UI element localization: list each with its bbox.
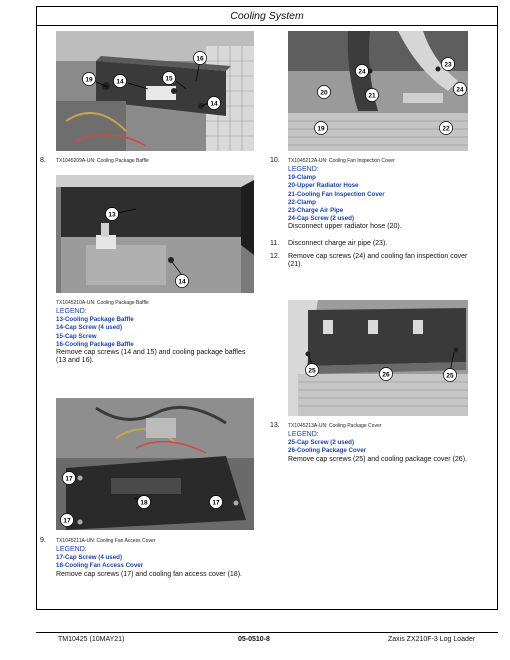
callout-15: 15: [165, 75, 173, 83]
step-10-legend: [288, 166, 488, 232]
callout-19: 19: [85, 76, 93, 84]
legend-item-25: 25-Cap Screw (2 used): [288, 439, 355, 447]
legend-item-18: 18-Cooling Fan Access Cover: [56, 562, 144, 570]
footer-doc-id: TM10425 (10MAY21): [58, 636, 125, 643]
legend-item-22: 22-Clamp: [288, 198, 316, 206]
legend-title: LEGEND:: [288, 166, 319, 173]
photo-3-illustration: [56, 398, 254, 530]
step-12-text-line1: Remove cap screws (24) and cooling fan inspection cover: [288, 253, 468, 260]
legend-item-14: 14-Cap Screw (4 used): [56, 324, 123, 332]
page-title: Cooling System: [230, 10, 304, 22]
legend-item-19: 19-Clamp: [288, 174, 316, 182]
step-13-legend: [288, 431, 493, 464]
photo-cooling-package-baffle-2: [56, 175, 254, 293]
footer-divider: [36, 632, 498, 633]
callout-14b: 14: [210, 100, 218, 108]
legend-title: LEGEND:: [56, 546, 87, 553]
step-10-instruction: Disconnect upper radiator hose (20).: [288, 223, 402, 231]
legend-title: LEGEND:: [56, 308, 87, 315]
callout-17b: 17: [212, 499, 220, 507]
baffle-instruction: Remove cap screws (14 and 15) and cooling package baffles (13 and 16).: [56, 349, 246, 365]
step-11-text: Disconnect charge air pipe (23).: [288, 240, 388, 247]
legend-item-13: 13-Cooling Package Baffle: [56, 316, 134, 324]
legend-item-24: 24-Cap Screw (2 used): [288, 215, 355, 223]
callout-23: 23: [444, 61, 452, 69]
step-13-number: 13.: [270, 422, 280, 429]
baffle-caption: TX1045210A-UN: Cooling Package Baffle: [56, 300, 149, 306]
step-12-text-line2: (21).: [288, 261, 303, 268]
callout-17c: 17: [63, 517, 71, 525]
step-9-number: 9.: [40, 537, 46, 544]
step-9-legend: [56, 546, 256, 579]
callout-26: 26: [382, 371, 390, 379]
footer-model: Zaxis ZX210F-3 Log Loader: [388, 636, 476, 643]
step-13-caption: TX1045213A-UN: Cooling Package Cover: [288, 423, 382, 429]
callout-24b: 24: [456, 86, 464, 94]
step-11-number: 11.: [270, 240, 280, 247]
legend-item-20: 20-Upper Radiator Hose: [288, 182, 359, 190]
legend-title: LEGEND:: [288, 431, 319, 438]
callout-22: 22: [442, 125, 450, 133]
callout-24: 24: [358, 68, 366, 76]
photo-cooling-fan-access-cover: [56, 398, 254, 530]
step-9-instruction: Remove cap screws (17) and cooling fan access cover (18).: [56, 570, 242, 578]
callout-19b: 19: [317, 125, 325, 133]
legend-item-26: 26-Cooling Package Cover: [288, 447, 367, 455]
photo-4-illustration: [288, 31, 468, 151]
header-divider: [36, 25, 498, 26]
step-9-caption: TX1045211A-UN: Cooling Fan Access Cover: [56, 538, 156, 544]
callout-13: 13: [108, 211, 116, 219]
photo-cooling-package-baffle-1: [56, 31, 254, 151]
callout-25b: 25: [446, 372, 454, 380]
callout-17: 17: [65, 475, 73, 483]
step-8-caption: TX1045209A-UN: Cooling Package Baffle: [56, 158, 149, 164]
step-13-instruction: Remove cap screws (25) and cooling package cover (26).: [288, 455, 467, 463]
callout-21: 21: [368, 92, 376, 100]
legend-item-17: 17-Cap Screw (4 used): [56, 554, 123, 562]
step-12-number: 12.: [270, 253, 280, 260]
photo-2-illustration: [56, 175, 254, 293]
photo-5-illustration: [288, 300, 468, 416]
callout-14: 14: [116, 78, 124, 86]
callout-20: 20: [320, 89, 328, 97]
legend-item-16: 16-Cooling Package Baffle: [56, 340, 134, 348]
step-10-caption: TX1045212A-UN: Cooling Fan Inspection Cover: [288, 158, 395, 164]
photo-cooling-fan-inspection-cover: [288, 31, 468, 151]
photo-1-illustration: [56, 31, 254, 151]
legend-item-21: 21-Cooling Fan Inspection Cover: [288, 190, 385, 198]
callout-25: 25: [308, 367, 316, 375]
legend-item-15: 15-Cap Screw: [56, 332, 97, 340]
callout-14c: 14: [178, 278, 186, 286]
step-8-number: 8.: [40, 157, 46, 164]
legend-item-23: 23-Charge Air Pipe: [288, 207, 344, 215]
step-10-number: 10.: [270, 157, 280, 164]
footer-page-number: 05-0510-8: [238, 636, 270, 643]
callout-18: 18: [140, 499, 148, 507]
photo-cooling-package-cover: [288, 300, 468, 416]
baffle-legend: [56, 308, 256, 365]
callout-16: 16: [196, 55, 204, 63]
